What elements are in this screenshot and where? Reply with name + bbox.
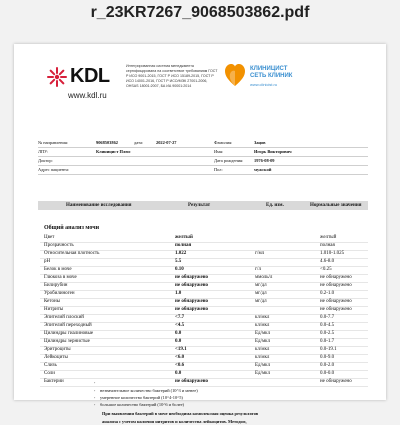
test-name: Эпителий плоский [44,314,84,320]
test-name: Соли [44,370,55,376]
note-paragraph-line2: анализа с учетом наличия нитритов и количества лейкоцитов. Методом, [102,419,247,424]
patient-info-label: № направления: [38,140,69,145]
table-row [40,378,368,387]
test-result: 1.022 [175,250,187,256]
clinic-name [250,66,292,80]
test-name: Кетоны [44,298,61,304]
test-reference: не обнаружено [320,378,352,384]
clinic-name-line2: СЕТЬ КЛИНИК [250,73,293,79]
patient-info-label: Имя: [214,149,224,154]
test-unit: Ед/мкл [255,330,271,336]
patient-info-value: мужской [254,167,272,172]
test-name: Лейкоциты [44,354,68,360]
test-reference: полная [320,242,335,248]
patient-info-row [38,140,368,148]
clinic-name-line1: КЛИНИЦИСТ [250,66,288,72]
bullet-dot: · [94,380,96,385]
test-result: 5.5 [175,258,182,264]
test-result: 0.0 [175,330,182,336]
test-name: Бактерии [44,378,64,384]
test-result: не обнаружено [175,378,209,384]
patient-info-value: 9068503862 [96,140,118,145]
test-name: Прозрачность [44,242,74,248]
patient-info-label: Дата рождения: [214,158,244,163]
note-paragraph-line1: При выявлении бактерий в моче необходима комплексная оценка результатов [102,411,259,416]
document-filename: r_23KR7267_9068503862.pdf [90,4,310,21]
test-unit: кл/мкл [255,314,270,320]
kdl-brand-text: KDL [70,65,110,87]
patient-info-label: дата: [134,140,144,145]
test-name: Эпителий переходный [44,322,92,328]
test-reference: 0.0-19.1 [320,346,337,352]
test-name: Уробилиноген [44,290,75,296]
note-item: большое количество бактерий (10^6 и более) [100,402,184,407]
test-name: Слизь [44,362,57,368]
note-item: умеренное количество бактерий (10^4-10^5) [100,395,183,400]
patient-info-row [38,149,368,157]
patient-info-label: Доктор: [38,158,53,163]
certification-text: Интегрированная система менеджмента сертифицирована на соответствие требованиям ГОСТ Р ИСО 9001-2015, ГОСТ Р ИСО 15189-2015, ГОСТ Р ИСО 14001-2016, ГОСТ Р ИСО/МЭК 27001-2006, OHSAS 18001:2007, БА ИА 90001:2014 [126,64,218,88]
test-reference: 1.010-1.025 [320,250,345,256]
heart-icon [224,62,246,88]
test-unit: ммоль/л [255,274,273,280]
test-result: 1.0 [175,290,182,296]
test-name: Нитриты [44,306,64,312]
test-result: 0.0 [175,338,182,344]
patient-info-value: Игорь Викторович [254,149,292,154]
test-unit: г/л [255,266,261,272]
test-name: Билирубин [44,282,68,288]
test-name: Глюкоза в моче [44,274,77,280]
note-item: незначительное количество бактерий (10^3 и менее) [100,388,198,393]
test-reference: 0.0-7.7 [320,314,335,320]
patient-info-row [38,167,368,175]
patient-info-value: Зацов [254,140,266,145]
test-unit: кл/мкл [255,346,270,352]
test-result: желтый [175,234,193,240]
patient-info-label: Пол: [214,167,223,172]
test-name: Эритроциты [44,346,71,352]
test-unit: Ед/мкл [255,370,271,376]
header-test-name: Наименование исследования [66,202,132,208]
patient-info-value: 2022-07-27 [156,140,177,145]
test-reference: не обнаружено [320,274,352,280]
test-result: не обнаружено [175,306,209,312]
test-unit: кл/мкл [255,354,270,360]
test-result: не обнаружено [175,282,209,288]
patient-info-label: ЛПУ: [38,149,49,154]
test-reference: желтый [320,234,337,240]
test-unit: г/мл [255,250,265,256]
test-result: полная [175,242,192,248]
document-page [14,44,386,424]
test-name: Цилиндры гиалиновые [44,330,94,336]
test-reference: 0.0-2.5 [320,330,335,336]
test-result: не обнаружено [175,298,209,304]
test-reference: не обнаружено [320,298,352,304]
test-result: <7.7 [175,314,185,320]
test-name: Цвет [44,234,55,240]
test-reference: 0.0-1.7 [320,338,335,344]
bullet-dot: · [94,395,96,400]
test-unit: Ед/мкл [255,362,271,368]
test-unit: мг/дл [255,298,267,304]
patient-info-label: Адрес пациента: [38,167,70,172]
test-reference: не обнаружено [320,306,352,312]
test-name: Белок в моче [44,266,72,272]
kdl-logo-icon [46,66,68,88]
test-name: Цилиндры зернистые [44,338,90,344]
patient-info-label: Фамилия: [214,140,233,145]
test-reference: 4.6-8.0 [320,258,335,264]
test-unit: Ед/мкл [255,338,271,344]
header-result: Результат [188,202,211,208]
patient-info-value: 1976-08-09 [254,158,275,163]
test-reference: <0.25 [320,266,332,272]
test-name: Относительная плотность [44,250,100,256]
test-reference: 0.0-2.0 [320,362,335,368]
bullet-dot: · [94,388,96,393]
kdl-url: www.kdl.ru [68,91,107,100]
test-result: не обнаружено [175,274,209,280]
clinic-url: www.clinicist.ru [250,82,278,87]
patient-info-value: Клиницист Плюс [96,149,131,154]
results-table-header [38,201,368,210]
test-reference: 0.0-4.5 [320,322,335,328]
kdl-logo [46,65,116,100]
test-unit: мг/дл [255,282,267,288]
test-name: pH [44,258,51,264]
test-reference: не обнаружено [320,282,352,288]
header-unit: Ед. изм. [266,202,284,208]
test-reference: 0.0-9.0 [320,354,335,360]
test-reference: 0.0-0.0 [320,370,335,376]
header-reference: Нормальные значения [310,202,362,208]
test-result: <0.6 [175,362,185,368]
test-result: 0.0 [175,370,182,376]
clinic-logo [224,58,334,108]
test-reference: 0.2-1.0 [320,290,335,296]
test-result: 0.10 [175,266,184,272]
test-result: <19.1 [175,346,187,352]
test-result: <6.0 [175,354,185,360]
section-title: Общий анализ мочи [44,225,100,231]
patient-info-row [38,158,368,166]
test-result: <4.5 [175,322,185,328]
test-unit: кл/мкл [255,322,270,328]
test-unit: мг/дл [255,290,267,296]
bullet-dot: · [94,402,96,407]
